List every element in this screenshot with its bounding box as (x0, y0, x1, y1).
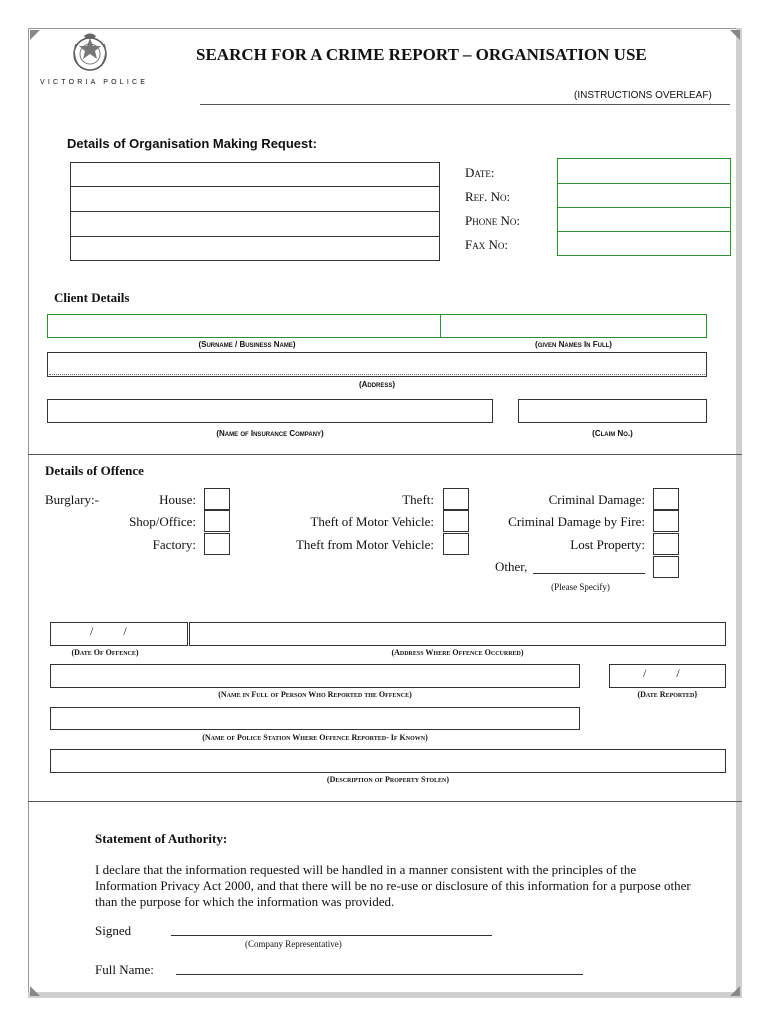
offence-address-caption: (Address Where Offence Occurred) (391, 648, 524, 657)
title-underline (200, 104, 730, 105)
burglary-label: Burglary:- (45, 492, 99, 507)
fax-no-field[interactable] (557, 231, 731, 256)
theft-checkbox[interactable] (443, 488, 469, 510)
full-name-line[interactable] (176, 974, 583, 975)
given-names-field[interactable] (440, 314, 707, 338)
ref-no-label: Ref. No: (465, 189, 511, 204)
date-label: Date: (465, 165, 495, 180)
factory-label: Factory: (152, 537, 196, 552)
full-name-label: Full Name: (95, 962, 154, 977)
victoria-police-logo (60, 30, 140, 82)
criminal-damage-fire-checkbox[interactable] (653, 510, 679, 532)
property-stolen-field[interactable] (50, 749, 726, 773)
logo-text: VICTORIA POLICE (40, 79, 149, 86)
date-of-offence-slashes: / / (90, 624, 127, 638)
theft-motor-vehicle-checkbox[interactable] (443, 510, 469, 532)
criminal-damage-fire-label: Criminal Damage by Fire: (508, 514, 645, 529)
insurance-company-caption: (Name of Insurance Company) (216, 429, 324, 438)
corner-mark-top-right (730, 30, 740, 40)
signature-line[interactable] (171, 935, 492, 936)
page-border-shadow-bottom (28, 992, 742, 998)
criminal-damage-label: Criminal Damage: (548, 492, 645, 507)
surname-field[interactable] (47, 314, 447, 338)
property-stolen-caption: (Description of Property Stolen) (326, 775, 450, 784)
police-crest-icon (60, 30, 140, 82)
police-station-caption: (Name of Police Station Where Offence Reported- If Known) (202, 733, 428, 742)
insurance-company-field[interactable] (47, 399, 493, 423)
date-of-offence-caption: (Date Of Offence) (71, 648, 139, 657)
page-border-shadow (736, 28, 742, 998)
phone-no-label: Phone No: (465, 213, 520, 228)
given-names-caption: (given Names In Full) (535, 340, 612, 349)
section-divider-2 (28, 801, 742, 802)
house-label: House: (159, 492, 196, 507)
lost-property-label: Lost Property: (570, 537, 645, 552)
date-field[interactable] (557, 158, 731, 184)
date-reported-slashes: / / (643, 666, 680, 680)
shop-office-checkbox[interactable] (204, 510, 230, 532)
shop-office-label: Shop/Office: (129, 514, 196, 529)
please-specify-caption: (Please Specify) (551, 582, 610, 592)
offence-heading: Details of Offence (45, 463, 144, 478)
section-divider-1 (28, 454, 742, 455)
claim-no-caption: (Claim No.) (592, 429, 633, 438)
criminal-damage-checkbox[interactable] (653, 488, 679, 510)
claim-no-field[interactable] (518, 399, 707, 423)
house-checkbox[interactable] (204, 488, 230, 510)
offence-address-field[interactable] (189, 622, 726, 646)
date-reported-caption: (Date Reported} (637, 690, 698, 699)
signed-label: Signed (95, 923, 132, 938)
corner-mark-top-left (30, 30, 40, 40)
client-heading: Client Details (54, 290, 130, 305)
theft-from-motor-vehicle-checkbox[interactable] (443, 533, 469, 555)
organisation-line-1 (70, 186, 440, 187)
address-field-dotted-line (49, 374, 705, 375)
theft-motor-vehicle-label: Theft of Motor Vehicle: (310, 514, 434, 529)
other-label: Other, (495, 559, 528, 574)
reporter-name-field[interactable] (50, 664, 580, 688)
lost-property-checkbox[interactable] (653, 533, 679, 555)
other-checkbox[interactable] (653, 556, 679, 578)
other-specify-line[interactable] (533, 573, 645, 574)
surname-caption: (Surname / Business Name) (198, 340, 296, 349)
authority-heading: Statement of Authority: (95, 831, 228, 846)
factory-checkbox[interactable] (204, 533, 230, 555)
police-station-field[interactable] (50, 707, 580, 730)
corner-mark-bottom-left (30, 986, 40, 996)
organisation-heading: Details of Organisation Making Request: (67, 136, 317, 151)
authority-statement: I declare that the information requested will be handled in a manner consistent with the principles of the Information Privacy Act 2000, and that there will be no re-use or disclosure of this information for a purpose other than the purpose for which the information was provided. (95, 862, 691, 909)
fax-no-label: Fax No: (465, 237, 508, 252)
page-title: SEARCH FOR A CRIME REPORT – ORGANISATION USE (196, 45, 647, 64)
organisation-line-3 (70, 236, 440, 237)
theft-from-motor-vehicle-label: Theft from Motor Vehicle: (295, 537, 434, 552)
instructions-note: (INSTRUCTIONS OVERLEAF) (574, 90, 712, 101)
address-caption: (Address) (358, 380, 396, 389)
corner-mark-bottom-right (730, 986, 740, 996)
company-representative-caption: (Company Representative) (245, 939, 342, 949)
organisation-line-2 (70, 211, 440, 212)
reporter-name-caption: (Name in Full of Person Who Reported the Offence) (218, 690, 412, 699)
theft-label: Theft: (402, 492, 434, 507)
ref-no-field[interactable] (557, 183, 731, 208)
phone-no-field[interactable] (557, 207, 731, 232)
